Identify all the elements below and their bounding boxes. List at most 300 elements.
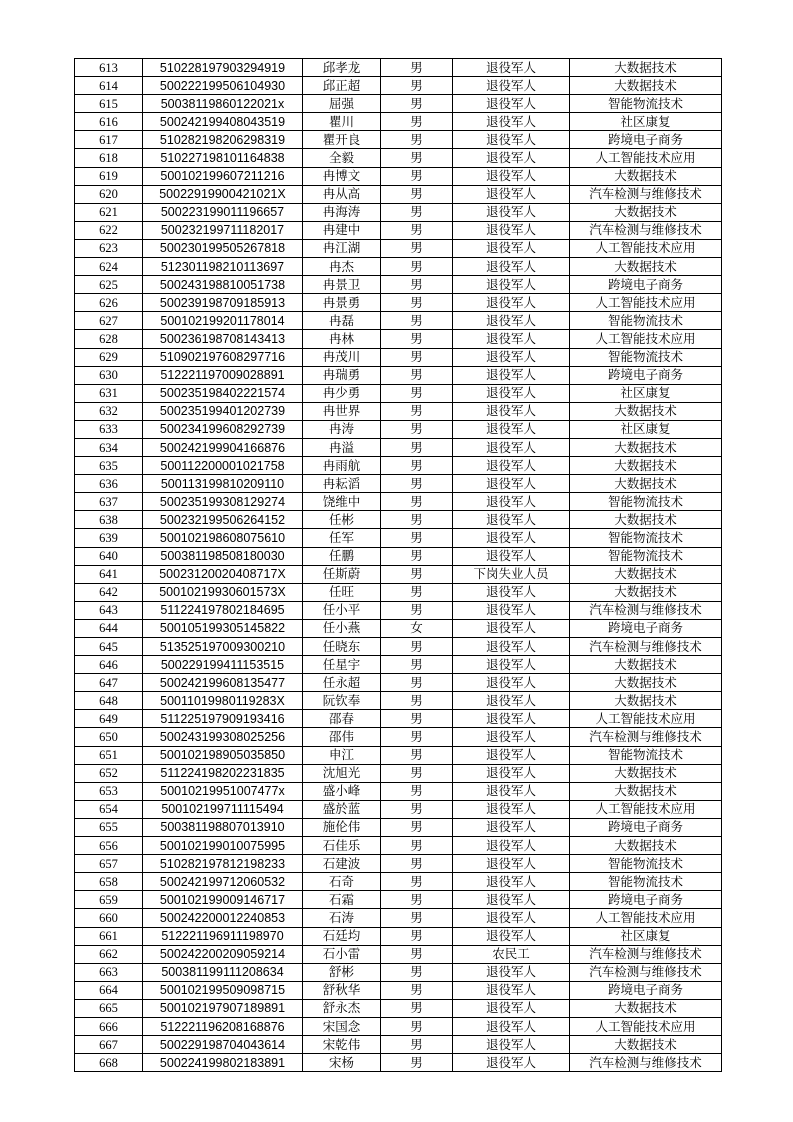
id-number-cell: 513525197009300210 xyxy=(143,638,303,656)
id-number-cell: 500113199810209110 xyxy=(143,475,303,493)
person-category-cell: 退役军人 xyxy=(453,601,570,619)
row-number-cell: 629 xyxy=(75,348,143,366)
gender-cell: 男 xyxy=(381,167,453,185)
person-category-cell: 退役军人 xyxy=(453,963,570,981)
id-number-cell: 500102198608075610 xyxy=(143,529,303,547)
id-number-cell: 500102197907189891 xyxy=(143,999,303,1017)
table-row xyxy=(75,348,722,366)
table-row xyxy=(75,330,722,348)
table-row xyxy=(75,547,722,565)
row-number-cell: 668 xyxy=(75,1054,143,1072)
person-category-cell: 退役军人 xyxy=(453,95,570,113)
person-category-cell: 退役军人 xyxy=(453,728,570,746)
gender-cell: 男 xyxy=(381,800,453,818)
person-name-cell: 邵春 xyxy=(303,710,381,728)
table-row xyxy=(75,800,722,818)
id-number-cell: 510282198206298319 xyxy=(143,131,303,149)
person-category-cell: 退役军人 xyxy=(453,348,570,366)
person-category-cell: 退役军人 xyxy=(453,420,570,438)
row-number-cell: 652 xyxy=(75,764,143,782)
gender-cell: 男 xyxy=(381,457,453,475)
table-row xyxy=(75,981,722,999)
id-number-cell: 500235198402221574 xyxy=(143,384,303,402)
person-category-cell: 退役军人 xyxy=(453,927,570,945)
person-name-cell: 冉耘滔 xyxy=(303,475,381,493)
id-number-cell: 500242199904166876 xyxy=(143,438,303,456)
gender-cell: 男 xyxy=(381,77,453,95)
person-category-cell: 退役军人 xyxy=(453,366,570,384)
id-number-cell: 510902197608297716 xyxy=(143,348,303,366)
person-name-cell: 邱正超 xyxy=(303,77,381,95)
person-category-cell: 退役军人 xyxy=(453,710,570,728)
table-row xyxy=(75,746,722,764)
major-cell: 跨境电子商务 xyxy=(570,619,722,637)
table-row xyxy=(75,1036,722,1054)
person-category-cell: 退役军人 xyxy=(453,583,570,601)
row-number-cell: 614 xyxy=(75,77,143,95)
table-row xyxy=(75,963,722,981)
person-name-cell: 任鹏 xyxy=(303,547,381,565)
gender-cell: 男 xyxy=(381,294,453,312)
major-cell: 汽车检测与维修技术 xyxy=(570,963,722,981)
major-cell: 汽车检测与维修技术 xyxy=(570,638,722,656)
id-number-cell: 512221196911198970 xyxy=(143,927,303,945)
major-cell: 跨境电子商务 xyxy=(570,366,722,384)
person-name-cell: 冉从高 xyxy=(303,185,381,203)
id-number-cell: 500112200001021758 xyxy=(143,457,303,475)
id-number-cell: 500232199711182017 xyxy=(143,221,303,239)
gender-cell: 男 xyxy=(381,981,453,999)
person-name-cell: 盛於蓝 xyxy=(303,800,381,818)
gender-cell: 男 xyxy=(381,203,453,221)
person-name-cell: 石小雷 xyxy=(303,945,381,963)
gender-cell: 男 xyxy=(381,818,453,836)
major-cell: 汽车检测与维修技术 xyxy=(570,945,722,963)
major-cell: 人工智能技术应用 xyxy=(570,800,722,818)
table-row xyxy=(75,873,722,891)
table-row xyxy=(75,692,722,710)
person-category-cell: 退役军人 xyxy=(453,1036,570,1054)
row-number-cell: 641 xyxy=(75,565,143,583)
id-number-cell: 500222199506104930 xyxy=(143,77,303,95)
major-cell: 大数据技术 xyxy=(570,837,722,855)
row-number-cell: 648 xyxy=(75,692,143,710)
row-number-cell: 621 xyxy=(75,203,143,221)
person-name-cell: 全毅 xyxy=(303,149,381,167)
gender-cell: 男 xyxy=(381,529,453,547)
person-name-cell: 冉茂川 xyxy=(303,348,381,366)
row-number-cell: 627 xyxy=(75,312,143,330)
major-cell: 汽车检测与维修技术 xyxy=(570,221,722,239)
row-number-cell: 664 xyxy=(75,981,143,999)
person-category-cell: 农民工 xyxy=(453,945,570,963)
gender-cell: 男 xyxy=(381,873,453,891)
id-number-cell: 511225197909193416 xyxy=(143,710,303,728)
table-row xyxy=(75,1054,722,1072)
person-name-cell: 邱孝龙 xyxy=(303,59,381,77)
person-name-cell: 冉世界 xyxy=(303,402,381,420)
row-number-cell: 659 xyxy=(75,891,143,909)
row-number-cell: 623 xyxy=(75,239,143,257)
table-row xyxy=(75,565,722,583)
major-cell: 人工智能技术应用 xyxy=(570,1017,722,1035)
roster-body xyxy=(75,59,722,1072)
gender-cell: 男 xyxy=(381,909,453,927)
id-number-cell: 500242200209059214 xyxy=(143,945,303,963)
person-name-cell: 任斯蔚 xyxy=(303,565,381,583)
major-cell: 社区康复 xyxy=(570,420,722,438)
person-name-cell: 舒彬 xyxy=(303,963,381,981)
major-cell: 人工智能技术应用 xyxy=(570,149,722,167)
row-number-cell: 635 xyxy=(75,457,143,475)
table-row xyxy=(75,221,722,239)
row-number-cell: 625 xyxy=(75,276,143,294)
id-number-cell: 500102199509098715 xyxy=(143,981,303,999)
gender-cell: 男 xyxy=(381,565,453,583)
table-row xyxy=(75,999,722,1017)
table-row xyxy=(75,312,722,330)
table-row xyxy=(75,674,722,692)
major-cell: 人工智能技术应用 xyxy=(570,909,722,927)
major-cell: 智能物流技术 xyxy=(570,95,722,113)
table-row xyxy=(75,402,722,420)
id-number-cell: 500242199608135477 xyxy=(143,674,303,692)
row-number-cell: 666 xyxy=(75,1017,143,1035)
gender-cell: 男 xyxy=(381,656,453,674)
person-name-cell: 冉海涛 xyxy=(303,203,381,221)
gender-cell: 男 xyxy=(381,330,453,348)
table-row xyxy=(75,837,722,855)
gender-cell: 男 xyxy=(381,837,453,855)
id-number-cell: 500381198508180030 xyxy=(143,547,303,565)
major-cell: 智能物流技术 xyxy=(570,547,722,565)
id-number-cell: 50010219930601573X xyxy=(143,583,303,601)
id-number-cell: 500230199505267818 xyxy=(143,239,303,257)
person-name-cell: 冉雨航 xyxy=(303,457,381,475)
major-cell: 社区康复 xyxy=(570,927,722,945)
person-category-cell: 退役军人 xyxy=(453,203,570,221)
row-number-cell: 628 xyxy=(75,330,143,348)
id-number-cell: 512221196208168876 xyxy=(143,1017,303,1035)
row-number-cell: 665 xyxy=(75,999,143,1017)
row-number-cell: 639 xyxy=(75,529,143,547)
id-number-cell: 512301198210113697 xyxy=(143,258,303,276)
person-category-cell: 退役军人 xyxy=(453,837,570,855)
gender-cell: 男 xyxy=(381,366,453,384)
row-number-cell: 622 xyxy=(75,221,143,239)
person-category-cell: 退役军人 xyxy=(453,276,570,294)
gender-cell: 男 xyxy=(381,475,453,493)
id-number-cell: 500239198709185913 xyxy=(143,294,303,312)
row-number-cell: 617 xyxy=(75,131,143,149)
id-number-cell: 510228197903294919 xyxy=(143,59,303,77)
person-category-cell: 退役军人 xyxy=(453,221,570,239)
row-number-cell: 650 xyxy=(75,728,143,746)
gender-cell: 男 xyxy=(381,221,453,239)
id-number-cell: 50022919900421021X xyxy=(143,185,303,203)
table-row xyxy=(75,77,722,95)
major-cell: 跨境电子商务 xyxy=(570,131,722,149)
gender-cell: 男 xyxy=(381,131,453,149)
person-category-cell: 退役军人 xyxy=(453,674,570,692)
gender-cell: 男 xyxy=(381,728,453,746)
row-number-cell: 616 xyxy=(75,113,143,131)
row-number-cell: 640 xyxy=(75,547,143,565)
person-name-cell: 冉博文 xyxy=(303,167,381,185)
person-name-cell: 宋乾伟 xyxy=(303,1036,381,1054)
gender-cell: 男 xyxy=(381,493,453,511)
person-category-cell: 退役军人 xyxy=(453,167,570,185)
person-category-cell: 退役军人 xyxy=(453,77,570,95)
gender-cell: 男 xyxy=(381,420,453,438)
major-cell: 大数据技术 xyxy=(570,438,722,456)
id-number-cell: 500235199308129274 xyxy=(143,493,303,511)
person-name-cell: 冉杰 xyxy=(303,258,381,276)
id-number-cell: 50023120020408717X xyxy=(143,565,303,583)
table-row xyxy=(75,59,722,77)
table-row xyxy=(75,493,722,511)
table-row xyxy=(75,95,722,113)
table-row xyxy=(75,511,722,529)
major-cell: 大数据技术 xyxy=(570,457,722,475)
id-number-cell: 511224197802184695 xyxy=(143,601,303,619)
person-category-cell: 退役军人 xyxy=(453,891,570,909)
id-number-cell: 500102198905035850 xyxy=(143,746,303,764)
table-row xyxy=(75,710,722,728)
person-category-cell: 退役军人 xyxy=(453,764,570,782)
row-number-cell: 618 xyxy=(75,149,143,167)
major-cell: 跨境电子商务 xyxy=(570,891,722,909)
gender-cell: 男 xyxy=(381,1054,453,1072)
major-cell: 大数据技术 xyxy=(570,656,722,674)
person-category-cell: 退役军人 xyxy=(453,981,570,999)
gender-cell: 男 xyxy=(381,438,453,456)
major-cell: 跨境电子商务 xyxy=(570,981,722,999)
row-number-cell: 632 xyxy=(75,402,143,420)
id-number-cell: 500243199308025256 xyxy=(143,728,303,746)
person-category-cell: 退役军人 xyxy=(453,402,570,420)
gender-cell: 男 xyxy=(381,638,453,656)
row-number-cell: 663 xyxy=(75,963,143,981)
person-category-cell: 退役军人 xyxy=(453,59,570,77)
major-cell: 智能物流技术 xyxy=(570,529,722,547)
person-name-cell: 冉少勇 xyxy=(303,384,381,402)
row-number-cell: 654 xyxy=(75,800,143,818)
table-row xyxy=(75,149,722,167)
major-cell: 大数据技术 xyxy=(570,203,722,221)
table-row xyxy=(75,1017,722,1035)
person-name-cell: 冉涛 xyxy=(303,420,381,438)
id-number-cell: 500381198807013910 xyxy=(143,818,303,836)
id-number-cell: 500234199608292739 xyxy=(143,420,303,438)
person-category-cell: 退役军人 xyxy=(453,294,570,312)
table-row xyxy=(75,782,722,800)
person-category-cell: 退役军人 xyxy=(453,800,570,818)
major-cell: 大数据技术 xyxy=(570,583,722,601)
id-number-cell: 500102199711115494 xyxy=(143,800,303,818)
person-name-cell: 舒秋华 xyxy=(303,981,381,999)
gender-cell: 男 xyxy=(381,113,453,131)
person-name-cell: 石霜 xyxy=(303,891,381,909)
table-row xyxy=(75,438,722,456)
person-category-cell: 退役军人 xyxy=(453,818,570,836)
table-row xyxy=(75,855,722,873)
gender-cell: 男 xyxy=(381,710,453,728)
row-number-cell: 642 xyxy=(75,583,143,601)
row-number-cell: 647 xyxy=(75,674,143,692)
person-category-cell: 退役军人 xyxy=(453,457,570,475)
id-number-cell: 500242199408043519 xyxy=(143,113,303,131)
person-name-cell: 冉建中 xyxy=(303,221,381,239)
person-name-cell: 冉林 xyxy=(303,330,381,348)
major-cell: 大数据技术 xyxy=(570,764,722,782)
major-cell: 大数据技术 xyxy=(570,565,722,583)
gender-cell: 男 xyxy=(381,1036,453,1054)
row-number-cell: 624 xyxy=(75,258,143,276)
major-cell: 人工智能技术应用 xyxy=(570,294,722,312)
person-category-cell: 退役军人 xyxy=(453,1054,570,1072)
gender-cell: 男 xyxy=(381,764,453,782)
id-number-cell: 500242199712060532 xyxy=(143,873,303,891)
person-name-cell: 任小燕 xyxy=(303,619,381,637)
table-row xyxy=(75,294,722,312)
person-name-cell: 瞿川 xyxy=(303,113,381,131)
row-number-cell: 638 xyxy=(75,511,143,529)
row-number-cell: 643 xyxy=(75,601,143,619)
person-category-cell: 退役军人 xyxy=(453,185,570,203)
row-number-cell: 649 xyxy=(75,710,143,728)
id-number-cell: 500102199010075995 xyxy=(143,837,303,855)
gender-cell: 男 xyxy=(381,59,453,77)
person-name-cell: 邵伟 xyxy=(303,728,381,746)
id-number-cell: 510227198101164838 xyxy=(143,149,303,167)
major-cell: 大数据技术 xyxy=(570,402,722,420)
gender-cell: 男 xyxy=(381,782,453,800)
table-row xyxy=(75,475,722,493)
person-category-cell: 退役军人 xyxy=(453,855,570,873)
table-row xyxy=(75,945,722,963)
gender-cell: 男 xyxy=(381,963,453,981)
row-number-cell: 662 xyxy=(75,945,143,963)
row-number-cell: 620 xyxy=(75,185,143,203)
person-category-cell: 下岗失业人员 xyxy=(453,565,570,583)
person-name-cell: 饶维中 xyxy=(303,493,381,511)
major-cell: 大数据技术 xyxy=(570,59,722,77)
gender-cell: 男 xyxy=(381,95,453,113)
row-number-cell: 619 xyxy=(75,167,143,185)
person-name-cell: 宋国念 xyxy=(303,1017,381,1035)
gender-cell: 男 xyxy=(381,276,453,294)
table-row xyxy=(75,818,722,836)
row-number-cell: 644 xyxy=(75,619,143,637)
person-category-cell: 退役军人 xyxy=(453,692,570,710)
gender-cell: 男 xyxy=(381,1017,453,1035)
major-cell: 社区康复 xyxy=(570,113,722,131)
person-name-cell: 任小平 xyxy=(303,601,381,619)
row-number-cell: 653 xyxy=(75,782,143,800)
table-row xyxy=(75,131,722,149)
person-name-cell: 冉江湖 xyxy=(303,239,381,257)
person-name-cell: 石奇 xyxy=(303,873,381,891)
person-name-cell: 任军 xyxy=(303,529,381,547)
person-name-cell: 施伦伟 xyxy=(303,818,381,836)
major-cell: 智能物流技术 xyxy=(570,493,722,511)
person-name-cell: 任彬 xyxy=(303,511,381,529)
id-number-cell: 500224199802183891 xyxy=(143,1054,303,1072)
person-category-cell: 退役军人 xyxy=(453,511,570,529)
gender-cell: 男 xyxy=(381,402,453,420)
gender-cell: 男 xyxy=(381,855,453,873)
gender-cell: 男 xyxy=(381,927,453,945)
table-row xyxy=(75,276,722,294)
major-cell: 跨境电子商务 xyxy=(570,818,722,836)
row-number-cell: 615 xyxy=(75,95,143,113)
major-cell: 大数据技术 xyxy=(570,475,722,493)
gender-cell: 女 xyxy=(381,619,453,637)
table-row xyxy=(75,909,722,927)
person-name-cell: 冉瑞勇 xyxy=(303,366,381,384)
person-category-cell: 退役军人 xyxy=(453,619,570,637)
person-name-cell: 石廷均 xyxy=(303,927,381,945)
gender-cell: 男 xyxy=(381,945,453,963)
person-category-cell: 退役军人 xyxy=(453,529,570,547)
table-row xyxy=(75,927,722,945)
table-row xyxy=(75,366,722,384)
major-cell: 智能物流技术 xyxy=(570,873,722,891)
gender-cell: 男 xyxy=(381,511,453,529)
major-cell: 汽车检测与维修技术 xyxy=(570,185,722,203)
person-name-cell: 任晓东 xyxy=(303,638,381,656)
row-number-cell: 645 xyxy=(75,638,143,656)
id-number-cell: 50010219951007477x xyxy=(143,782,303,800)
table-row xyxy=(75,167,722,185)
person-category-cell: 退役军人 xyxy=(453,131,570,149)
major-cell: 大数据技术 xyxy=(570,782,722,800)
id-number-cell: 500229199411153515 xyxy=(143,656,303,674)
row-number-cell: 657 xyxy=(75,855,143,873)
id-number-cell: 500229198704043614 xyxy=(143,1036,303,1054)
table-row xyxy=(75,239,722,257)
major-cell: 汽车检测与维修技术 xyxy=(570,601,722,619)
row-number-cell: 636 xyxy=(75,475,143,493)
row-number-cell: 667 xyxy=(75,1036,143,1054)
person-name-cell: 申江 xyxy=(303,746,381,764)
row-number-cell: 637 xyxy=(75,493,143,511)
major-cell: 汽车检测与维修技术 xyxy=(570,1054,722,1072)
id-number-cell: 500236198708143413 xyxy=(143,330,303,348)
major-cell: 人工智能技术应用 xyxy=(570,330,722,348)
gender-cell: 男 xyxy=(381,258,453,276)
row-number-cell: 661 xyxy=(75,927,143,945)
gender-cell: 男 xyxy=(381,185,453,203)
table-row xyxy=(75,891,722,909)
gender-cell: 男 xyxy=(381,312,453,330)
person-category-cell: 退役军人 xyxy=(453,782,570,800)
person-category-cell: 退役军人 xyxy=(453,1017,570,1035)
person-category-cell: 退役军人 xyxy=(453,547,570,565)
person-category-cell: 退役军人 xyxy=(453,384,570,402)
id-number-cell: 511224198202231835 xyxy=(143,764,303,782)
person-name-cell: 宋杨 xyxy=(303,1054,381,1072)
roster-table xyxy=(74,58,722,1072)
major-cell: 大数据技术 xyxy=(570,999,722,1017)
row-number-cell: 655 xyxy=(75,818,143,836)
table-row xyxy=(75,638,722,656)
gender-cell: 男 xyxy=(381,891,453,909)
person-category-cell: 退役军人 xyxy=(453,999,570,1017)
row-number-cell: 646 xyxy=(75,656,143,674)
table-row xyxy=(75,619,722,637)
